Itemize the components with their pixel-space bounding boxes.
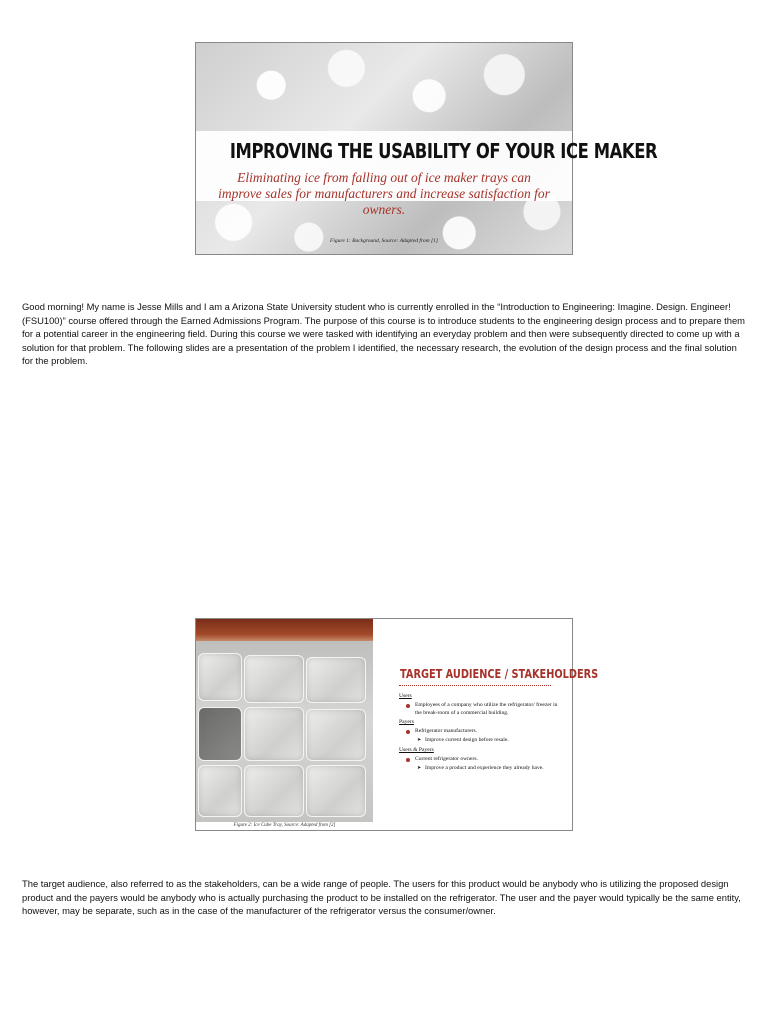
bullet-icon — [406, 730, 410, 734]
both-sub-text: Improve a product and experience they already have. — [425, 765, 544, 772]
ice-cube — [306, 765, 366, 817]
ice-cube — [244, 655, 304, 703]
payers-sub-text: Improve current design before resale. — [425, 737, 509, 744]
users-heading: Users — [399, 693, 412, 699]
slide-subtitle: Eliminating ice from falling out of ice maker trays can improve sales for manufacturers and increase satisfaction for owners. — [218, 170, 550, 217]
intro-paragraph: Good morning! My name is Jesse Mills and I am a Arizona State University student who is currently enrolled in the “Introduction to Engineering: Imagine. Design. Engineer! (FSU100)” course offered through the Earned Admissions Program. The purpose of this course is to introduce students to the engineering design process and to prepare them for a potential career in the engineering field. During this course we were tasked with identifying an everyday problem and then were subsequently directed to come up with a solution for that problem. The following slides are a presentation of the problem I identified, the necessary research, the evolution of the design process and the final solution for the problem. — [22, 301, 745, 367]
bullet-icon — [406, 758, 410, 762]
list-item — [399, 756, 559, 763]
ice-cube — [198, 765, 242, 817]
stakeholders-slide — [195, 618, 599, 831]
figure-caption: Figure 2: Ice Cube Tray, Source: Adapted from [2] — [233, 823, 336, 828]
slide-title: TARGET AUDIENCE / STAKEHOLDERS — [400, 666, 599, 681]
sub-list-item — [399, 765, 559, 772]
slide-title: IMPROVING THE USABILITY OF YOUR ICE MAKER — [229, 139, 658, 163]
list-item — [399, 702, 559, 717]
users-bullet-text: Employees of a company who utilize the refrigerator/ freezer in the break-room of a commercial building. — [415, 702, 558, 716]
empty-slot — [198, 707, 242, 761]
tray-rim — [196, 619, 373, 641]
ice-cube — [244, 765, 304, 817]
payers-bullet-text: Refrigerator manufacturers. — [415, 728, 478, 735]
title-slide — [195, 42, 658, 255]
slide-content — [399, 691, 559, 773]
bullet-icon — [406, 704, 410, 708]
title-divider — [399, 685, 551, 686]
ice-cube-tray-image — [196, 619, 373, 822]
ice-cube — [306, 657, 366, 703]
both-bullet-text: Current refrigerator owners. — [415, 756, 478, 763]
list-item — [399, 728, 559, 735]
sub-list-item — [399, 737, 559, 744]
ice-cube — [198, 653, 242, 701]
users-payers-heading: Users & Payers — [399, 746, 434, 753]
stakeholders-paragraph: The target audience, also referred to as the stakeholders, can be a wide range of people. The users for this product would be anybody who is utilizing the proposed design product and the payers would be anybody who is actually purchasing the product to be installed on the refrigerator. The user and the payer would typically be the same entity, however, may be separate, such as in the case of the manufacturer of the refrigerator versus the consumer/owner. — [22, 878, 741, 917]
ice-cube — [306, 709, 366, 761]
payers-heading: Payers — [399, 718, 414, 725]
arrow-icon: ➤ — [417, 766, 422, 772]
figure-caption: Figure 1: Background, Source: Adapted from [1] — [330, 238, 438, 244]
arrow-icon: ➤ — [417, 738, 422, 744]
ice-cube — [244, 707, 304, 761]
